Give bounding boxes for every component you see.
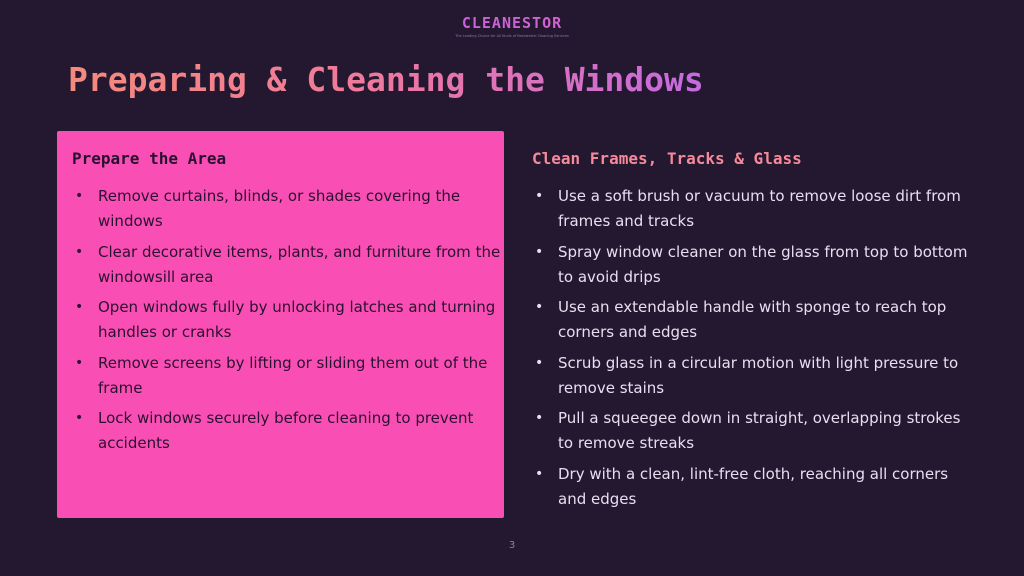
- list-item: [532, 184, 977, 234]
- clean-frames-section: [517, 131, 977, 518]
- bullet-icon: •: [535, 354, 544, 371]
- list-item-text: Open windows fully by unlocking latches and turning handles or cranks: [98, 298, 496, 341]
- list-item-text: Use a soft brush or vacuum to remove loose dirt from frames and tracks: [558, 187, 961, 230]
- bullet-icon: •: [75, 410, 84, 426]
- list-item-text: Pull a squeegee down in straight, overlapping strokes to remove streaks: [558, 409, 961, 452]
- list-item: [532, 351, 977, 401]
- prepare-area-card: [57, 131, 504, 518]
- bullet-icon: •: [535, 410, 544, 426]
- logo-wordmark: CLEANESTOR: [0, 14, 1024, 32]
- prepare-area-list: [72, 184, 504, 456]
- prepare-area-heading: Prepare the Area: [72, 149, 227, 168]
- list-item: [72, 351, 504, 401]
- list-item: [532, 462, 977, 512]
- bullet-icon: •: [75, 188, 84, 204]
- list-item-text: Scrub glass in a circular motion with light pressure to remove stains: [558, 353, 959, 397]
- clean-frames-list: [532, 184, 977, 512]
- list-item: [532, 240, 977, 290]
- bullet-icon: •: [75, 243, 84, 260]
- list-item: [532, 295, 977, 345]
- logo: [0, 14, 1024, 38]
- list-item: [72, 184, 504, 234]
- list-item-text: Dry with a clean, lint-free cloth, reaching all corners and edges: [558, 464, 949, 508]
- logo-tagline: The Leading Choice for All Kinds of Residential Cleaning Services: [455, 34, 569, 38]
- bullet-icon: •: [75, 299, 84, 315]
- bullet-icon: •: [535, 299, 544, 315]
- list-item-text: Use an extendable handle with sponge to reach top corners and edges: [558, 298, 947, 341]
- list-item: [532, 406, 977, 456]
- page-number: 3: [508, 540, 516, 551]
- list-item-text: Remove screens by lifting or sliding them out of the frame: [98, 353, 488, 397]
- bullet-icon: •: [75, 354, 84, 371]
- list-item-text: Remove curtains, blinds, or shades covering the windows: [98, 187, 461, 230]
- bullet-icon: •: [535, 188, 544, 204]
- bullet-icon: •: [535, 243, 544, 260]
- list-item: [72, 295, 504, 345]
- list-item-text: Spray window cleaner on the glass from top to bottom to avoid drips: [558, 242, 968, 286]
- list-item-text: Lock windows securely before cleaning to prevent accidents: [98, 409, 474, 452]
- list-item-text: Clear decorative items, plants, and furniture from the windowsill area: [98, 242, 501, 286]
- clean-frames-heading: Clean Frames, Tracks & Glass: [532, 149, 802, 168]
- slide-title: Preparing & Cleaning the Windows: [68, 60, 704, 99]
- list-item: [72, 406, 504, 456]
- list-item: [72, 240, 504, 290]
- bullet-icon: •: [535, 465, 544, 482]
